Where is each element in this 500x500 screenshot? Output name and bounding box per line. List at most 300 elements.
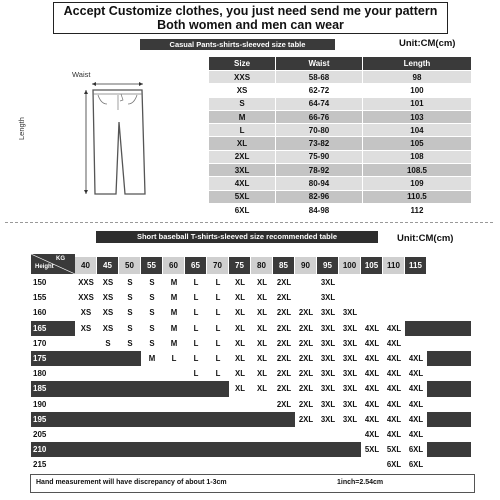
size-cell: 3XL (320, 354, 336, 363)
size-cell (97, 457, 119, 472)
size-cell: XL (257, 338, 267, 348)
size-cell: 4XL (364, 338, 380, 348)
size-cell: XS (80, 323, 92, 333)
size-cell: XL (235, 323, 245, 333)
pants-row (209, 97, 472, 110)
size-cell: 3XL (342, 369, 358, 379)
corner-height-label: Height (35, 264, 54, 270)
shirt-row (31, 442, 471, 457)
pants-size-cell: 4XL (209, 177, 276, 190)
size-cell (185, 457, 207, 472)
size-cell: 3XL (342, 399, 358, 409)
size-cell (141, 457, 163, 472)
size-cell (383, 290, 405, 305)
size-cell: 3XL (320, 369, 336, 379)
pants-col-waist: Waist (276, 57, 363, 71)
kg-header-cell: 100 (339, 257, 360, 274)
size-cell (405, 305, 427, 320)
height-cell: 175 (33, 354, 47, 363)
pants-length-cell: 112 (362, 203, 471, 216)
size-cell: 4XL (364, 399, 380, 409)
header-line-2: Both women and men can wear (157, 18, 344, 32)
waist-label: Waist (72, 70, 91, 79)
size-cell: 3XL (320, 384, 336, 394)
size-cell (383, 275, 405, 290)
pants-row (209, 203, 472, 216)
size-cell: XS (102, 293, 114, 303)
size-cell: L (215, 308, 221, 318)
size-cell: XL (235, 369, 245, 379)
size-cell: XL (235, 278, 245, 287)
kg-header-cell: 105 (361, 257, 382, 274)
height-cell: 205 (33, 430, 47, 439)
size-cell: 5XL (364, 445, 380, 455)
pants-length-cell: 108.5 (362, 164, 471, 177)
size-cell: XS (102, 308, 114, 318)
pants-size-cell: L (209, 124, 276, 137)
size-cell (207, 457, 229, 472)
size-cell: 3XL (320, 308, 336, 318)
size-cell (339, 275, 361, 290)
size-cell (207, 381, 229, 396)
kg-header-cell: 40 (75, 257, 96, 274)
shirt-row (31, 275, 471, 290)
size-cell (251, 442, 273, 457)
pants-size-cell: XXS (209, 71, 276, 84)
size-cell: L (193, 293, 199, 303)
size-cell: L (215, 369, 221, 379)
size-cell: 4XL (364, 384, 380, 394)
size-cell: 4XL (408, 430, 424, 439)
size-cell (185, 412, 207, 427)
size-cell (295, 427, 317, 442)
size-cell: 3XL (320, 338, 336, 348)
size-cell (339, 457, 361, 472)
size-cell (141, 427, 163, 442)
height-cell: 185 (33, 384, 47, 394)
size-cell: L (215, 293, 221, 303)
size-cell (383, 305, 405, 320)
pants-size-cell: 3XL (209, 164, 276, 177)
size-cell (295, 457, 317, 472)
height-cell: 180 (33, 369, 47, 379)
size-cell (405, 321, 427, 336)
size-cell (97, 427, 119, 442)
size-cell (163, 366, 185, 381)
height-cell: 170 (33, 338, 47, 348)
size-cell: 4XL (408, 399, 424, 409)
kg-header-cell: 45 (97, 257, 118, 274)
size-cell (207, 442, 229, 457)
size-cell (185, 427, 207, 442)
pants-length-cell: 105 (362, 137, 471, 150)
pants-row (209, 110, 472, 123)
size-cell: M (148, 354, 156, 363)
shirt-row (31, 290, 471, 305)
kg-header-cell: 115 (405, 257, 426, 274)
size-cell (273, 412, 295, 427)
size-cell: XXS (78, 293, 94, 303)
size-cell (97, 412, 119, 427)
pants-waist-cell: 82-96 (276, 190, 363, 203)
size-cell: 4XL (364, 369, 380, 379)
size-cell (405, 275, 427, 290)
size-cell (97, 381, 119, 396)
size-cell (317, 442, 339, 457)
shirt-size-banner: Short baseball T-shirts-sleeved size recommended table (96, 231, 378, 243)
size-cell: 4XL (408, 384, 424, 394)
pants-length-cell: 109 (362, 177, 471, 190)
size-cell (339, 442, 361, 457)
size-cell (361, 457, 383, 472)
size-cell: 6XL (386, 460, 402, 470)
size-cell: M (170, 278, 178, 287)
size-cell (229, 427, 251, 442)
size-cell: 2XL (298, 384, 314, 394)
size-cell: 3XL (320, 293, 336, 303)
size-cell: 2XL (276, 323, 292, 333)
pants-waist-cell: 64-74 (276, 97, 363, 110)
size-cell (207, 412, 229, 427)
size-cell: 3XL (320, 323, 336, 333)
size-cell: XS (102, 323, 114, 333)
pants-waist-cell: 75-90 (276, 150, 363, 163)
size-cell (75, 366, 97, 381)
size-cell: 4XL (386, 354, 402, 363)
kg-header-cell: 90 (295, 257, 316, 274)
size-cell: 4XL (386, 323, 402, 333)
kg-header-cell: 65 (185, 257, 206, 274)
size-cell (339, 427, 361, 442)
size-cell: L (193, 354, 199, 363)
size-cell (141, 381, 163, 396)
size-cell: S (127, 338, 133, 348)
size-cell (75, 412, 97, 427)
size-cell: 4XL (386, 399, 402, 409)
size-cell: 3XL (320, 399, 336, 409)
pants-waist-cell: 73-82 (276, 137, 363, 150)
size-cell: 2XL (276, 338, 292, 348)
pants-waist-cell: 58-68 (276, 71, 363, 84)
size-cell: 4XL (386, 414, 402, 424)
size-cell: 2XL (276, 308, 292, 318)
shirt-row (31, 381, 471, 396)
size-cell (141, 366, 163, 381)
size-cell: 2XL (276, 399, 292, 409)
pants-waist-cell: 78-92 (276, 164, 363, 177)
measurement-note: Hand measurement will have discrepancy of about 1-3cm (36, 479, 227, 486)
size-cell: 2XL (276, 354, 292, 363)
size-cell (97, 366, 119, 381)
size-cell: S (105, 338, 111, 348)
pants-size-banner: Casual Pants-shirts-sleeved size table (140, 39, 335, 50)
height-cell: 160 (33, 308, 47, 318)
size-cell (273, 442, 295, 457)
size-cell (185, 442, 207, 457)
kg-header-cell: 110 (383, 257, 404, 274)
size-cell: XL (235, 293, 245, 303)
size-cell: 5XL (386, 445, 402, 455)
size-cell: 2XL (298, 354, 314, 363)
pants-length-cell: 101 (362, 97, 471, 110)
size-cell (361, 305, 383, 320)
kg-header-cell: 60 (163, 257, 184, 274)
kg-header-cell: 55 (141, 257, 162, 274)
pants-waist-cell: 70-80 (276, 124, 363, 137)
size-cell (75, 336, 97, 351)
size-cell: 2XL (298, 399, 314, 409)
size-cell: XL (235, 308, 245, 318)
size-cell (405, 336, 427, 351)
height-cell: 150 (33, 278, 47, 287)
shirt-row (31, 351, 471, 366)
size-cell: S (149, 338, 155, 348)
size-cell: S (149, 278, 155, 287)
size-cell (251, 412, 273, 427)
size-cell: XL (235, 338, 245, 348)
pants-row (209, 71, 472, 84)
size-cell (273, 457, 295, 472)
size-cell (317, 427, 339, 442)
length-label: Length (17, 117, 26, 140)
size-cell: 4XL (364, 323, 380, 333)
pants-length-cell: 103 (362, 110, 471, 123)
pants-length-cell: 110.5 (362, 190, 471, 203)
pants-row (209, 190, 472, 203)
size-cell (207, 397, 229, 412)
kg-header-cell: 80 (251, 257, 272, 274)
size-cell (75, 427, 97, 442)
size-cell: S (149, 293, 155, 303)
size-cell: L (215, 278, 221, 287)
size-cell: 2XL (276, 293, 292, 303)
pants-length-cell: 108 (362, 150, 471, 163)
size-cell (75, 351, 97, 366)
kg-header-cell: 75 (229, 257, 250, 274)
size-cell: 4XL (408, 414, 424, 424)
header-line-1: Accept Customize clothes, you just need send me your pattern (63, 4, 438, 18)
size-cell (185, 381, 207, 396)
height-cell: 195 (33, 414, 47, 424)
size-cell (295, 275, 317, 290)
size-cell: M (170, 338, 178, 348)
pants-col-size: Size (209, 57, 276, 71)
size-cell: 3XL (320, 414, 336, 424)
size-cell (119, 442, 141, 457)
size-cell (229, 457, 251, 472)
size-cell: S (127, 278, 133, 287)
size-cell (163, 442, 185, 457)
size-cell: XL (257, 354, 267, 363)
size-cell: 4XL (364, 430, 380, 439)
size-cell (75, 457, 97, 472)
shirt-row (31, 321, 471, 336)
height-cell: 215 (33, 460, 47, 470)
size-cell (185, 397, 207, 412)
pants-size-cell: XL (209, 137, 276, 150)
height-cell: 190 (33, 399, 47, 409)
size-cell: M (170, 293, 178, 303)
size-cell: 3XL (342, 384, 358, 394)
inch-conversion: 1inch=2.54cm (337, 479, 384, 486)
size-cell (75, 397, 97, 412)
size-cell (207, 427, 229, 442)
size-cell (119, 366, 141, 381)
pants-unit-label: Unit:CM(cm) (399, 38, 456, 49)
size-cell (119, 351, 141, 366)
size-cell: 3XL (342, 308, 358, 318)
size-cell (75, 442, 97, 457)
size-cell: L (215, 323, 221, 333)
size-cell: 3XL (342, 338, 358, 348)
pants-length-cell: 104 (362, 124, 471, 137)
size-cell: 2XL (298, 369, 314, 379)
pants-waist-cell: 62-72 (276, 84, 363, 97)
size-cell: 4XL (386, 430, 402, 439)
header-box (53, 2, 448, 34)
size-cell: XL (257, 293, 267, 303)
size-cell: XL (257, 308, 267, 318)
shirt-row (31, 457, 471, 472)
size-cell: 3XL (342, 354, 358, 363)
size-cell: L (193, 278, 199, 287)
size-cell: 2XL (276, 384, 292, 394)
size-cell (317, 457, 339, 472)
pants-row (209, 124, 472, 137)
pants-waist-cell: 66-76 (276, 110, 363, 123)
size-cell: XL (257, 323, 267, 333)
size-cell: L (193, 338, 199, 348)
size-cell: L (193, 369, 199, 379)
size-cell: 4XL (386, 338, 402, 348)
size-cell: XL (235, 354, 245, 363)
pants-outline-icon (35, 64, 165, 204)
size-cell: 2XL (298, 323, 314, 333)
size-cell (361, 275, 383, 290)
kg-header-cell: 50 (119, 257, 140, 274)
kg-header-cell: 85 (273, 257, 294, 274)
size-cell: XXS (78, 278, 94, 287)
height-cell: 155 (33, 293, 47, 303)
size-cell: 6XL (408, 445, 424, 455)
size-cell (273, 427, 295, 442)
size-cell: 2XL (276, 369, 292, 379)
size-cell: 4XL (408, 354, 424, 363)
shirt-row (31, 397, 471, 412)
size-cell (251, 457, 273, 472)
pants-length-cell: 100 (362, 84, 471, 97)
pants-row (209, 137, 472, 150)
pants-size-cell: S (209, 97, 276, 110)
size-cell (295, 290, 317, 305)
size-cell (141, 412, 163, 427)
size-cell: 4XL (408, 369, 424, 379)
pants-size-cell: XS (209, 84, 276, 97)
size-cell (361, 290, 383, 305)
size-cell: 2XL (276, 278, 292, 287)
size-cell (339, 290, 361, 305)
size-cell: XL (257, 369, 267, 379)
size-cell (163, 457, 185, 472)
size-cell: M (170, 323, 178, 333)
size-cell (141, 442, 163, 457)
shirt-row (31, 366, 471, 381)
size-cell (405, 290, 427, 305)
size-cell: 3XL (320, 278, 336, 287)
size-cell (229, 397, 251, 412)
kg-header-cell: 95 (317, 257, 338, 274)
pants-header-row (209, 57, 472, 71)
size-cell (163, 412, 185, 427)
size-cell (75, 381, 97, 396)
size-cell: S (127, 308, 133, 318)
size-cell (251, 397, 273, 412)
size-cell (119, 412, 141, 427)
size-cell (163, 427, 185, 442)
size-cell (97, 397, 119, 412)
size-cell (119, 381, 141, 396)
shirt-row (31, 412, 471, 427)
pants-waist-cell: 84-98 (276, 203, 363, 216)
size-cell (163, 397, 185, 412)
size-cell (141, 397, 163, 412)
size-cell: L (193, 323, 199, 333)
size-cell: 2XL (298, 308, 314, 318)
shirt-row (31, 305, 471, 320)
pants-size-cell: 5XL (209, 190, 276, 203)
shirt-row (31, 427, 471, 442)
size-cell: 4XL (386, 384, 402, 394)
size-cell: 6XL (408, 460, 424, 470)
size-cell: 4XL (364, 354, 380, 363)
size-cell: S (127, 293, 133, 303)
kg-header-cell: 70 (207, 257, 228, 274)
pants-row (209, 164, 472, 177)
size-cell: XL (257, 384, 267, 394)
size-cell (251, 427, 273, 442)
pants-size-cell: 6XL (209, 203, 276, 216)
shirt-unit-label: Unit:CM(cm) (397, 233, 454, 244)
pants-size-cell: M (209, 110, 276, 123)
size-cell (119, 457, 141, 472)
size-cell: L (215, 354, 221, 363)
size-cell (119, 397, 141, 412)
height-cell: 210 (33, 445, 47, 455)
footer-box (30, 474, 475, 493)
size-cell: 4XL (364, 414, 380, 424)
size-cell: S (127, 323, 133, 333)
size-cell (295, 442, 317, 457)
corner-kg-label: KG (56, 256, 65, 262)
size-cell (163, 381, 185, 396)
shirt-row (31, 336, 471, 351)
size-cell: 4XL (386, 369, 402, 379)
size-cell: S (149, 308, 155, 318)
pants-row (209, 177, 472, 190)
height-cell: 165 (33, 323, 47, 333)
pants-row (209, 84, 472, 97)
size-cell: L (171, 354, 177, 363)
size-cell (97, 351, 119, 366)
pants-size-cell: 2XL (209, 150, 276, 163)
pants-length-cell: 98 (362, 71, 471, 84)
size-cell: 2XL (298, 338, 314, 348)
section-divider (5, 222, 493, 223)
size-cell: L (193, 308, 199, 318)
size-cell: 3XL (342, 414, 358, 424)
size-cell (229, 442, 251, 457)
pants-waist-cell: 80-94 (276, 177, 363, 190)
